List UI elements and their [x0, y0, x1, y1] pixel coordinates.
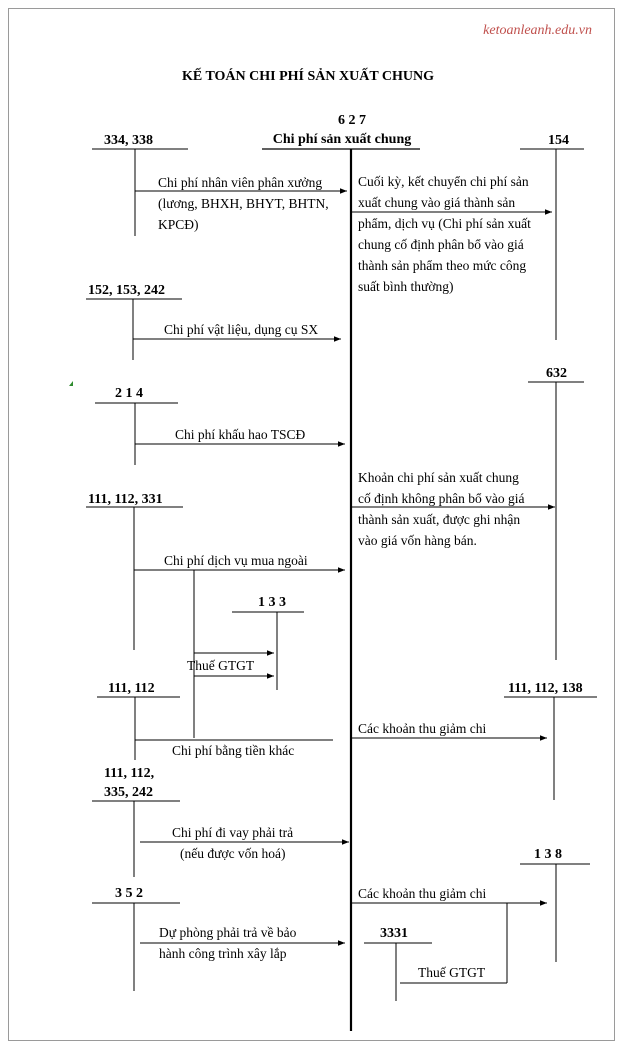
flow-unallocated-label-line3: thành sản xuất, được ghi nhận [358, 512, 521, 527]
account-111-112-138-label: 111, 112, 138 [508, 681, 583, 696]
flow-vat-input-label: Thuế GTGT [187, 658, 255, 673]
flow-outsourced-label: Chi phí dịch vụ mua ngoài [164, 553, 308, 568]
account-111-112-label: 111, 112 [108, 681, 155, 696]
account-154 [520, 133, 584, 340]
flow-transfer-label-line4: chung cố định phân bổ vào giá [358, 237, 524, 252]
account-214-label: 2 1 4 [115, 386, 143, 401]
flow-depreciation [135, 427, 345, 444]
flow-transfer-label-line6: suất bình thường) [358, 279, 454, 294]
flow-warranty-label-line1: Dự phòng phải trả về bảo [159, 925, 297, 940]
flow-other-cash-label: Chi phí bằng tiền khác [172, 743, 295, 758]
account-334-338-label: 334, 338 [104, 133, 153, 148]
account-3331 [364, 926, 432, 1001]
flow-transfer-label-line2: xuất chung vào giá thành sản [358, 195, 516, 210]
flow-unallocated-label-line2: cố định không phân bổ vào giá [358, 491, 525, 506]
account-3331-label: 3331 [380, 926, 408, 941]
account-335-242-label-line1: 111, 112, [104, 766, 155, 781]
account-214 [95, 386, 178, 465]
flow-transfer-to-154 [351, 174, 552, 294]
flow-warranty-label-line2: hành công trình xây lắp [159, 946, 287, 961]
account-111-112-335-242 [92, 766, 180, 877]
flow-reduction2-label: Các khoản thu giảm chi [358, 886, 487, 901]
flow-transfer-label-line1: Cuối kỳ, kết chuyển chi phí sản [358, 174, 529, 189]
flow-salary-label-line3: KPCĐ) [158, 217, 199, 232]
green-tick-mark [69, 381, 73, 386]
account-352-label: 3 5 2 [115, 886, 143, 901]
flow-borrowing [140, 825, 349, 861]
flow-vat-output-label: Thuế GTGT [418, 965, 486, 980]
diagram-title: KẾ TOÁN CHI PHÍ SẢN XUẤT CHUNG [181, 69, 435, 84]
account-111-112-331-label: 111, 112, 331 [88, 492, 163, 507]
account-111-112-331 [86, 492, 183, 650]
flow-salary-label-line1: Chi phí nhân viên phân xưởng [158, 175, 323, 190]
flow-material [133, 322, 341, 339]
flow-transfer-label-line3: phẩm, dịch vụ (Chi phí sản xuất [358, 216, 531, 231]
account-138 [520, 847, 590, 962]
flow-reduction-to-138 [351, 886, 547, 903]
watermark: ketoanleanh.edu.vn [483, 23, 592, 38]
flow-reduction-to-111-112-138 [351, 721, 547, 738]
flow-other-cash [135, 740, 333, 758]
flow-borrowing-label-line2: (nếu được vốn hoá) [180, 846, 286, 861]
flow-depreciation-label: Chi phí khấu hao TSCĐ [175, 427, 306, 442]
account-154-label: 154 [548, 133, 569, 148]
flow-unallocated-label-line1: Khoản chi phí sản xuất chung [358, 470, 519, 485]
flow-salary-label-line2: (lương, BHXH, BHYT, BHTN, [158, 196, 329, 211]
flow-unallocated-to-632 [351, 470, 555, 548]
flow-borrowing-label-line1: Chi phí đi vay phải trả [172, 825, 294, 840]
flow-outsourced [134, 553, 345, 570]
flow-material-label: Chi phí vật liệu, dụng cụ SX [164, 322, 319, 337]
account-111-112-138 [504, 681, 597, 800]
account-152-153-242-label: 152, 153, 242 [88, 283, 165, 298]
account-335-242-label-line2: 335, 242 [104, 785, 153, 800]
flow-transfer-label-line5: thành sản phẩm theo mức công [358, 258, 527, 273]
account-111-112 [97, 681, 180, 760]
flow-unallocated-label-line4: vào giá vốn hàng bán. [358, 533, 477, 548]
account-138-label: 1 3 8 [534, 847, 562, 862]
central-account-name: Chi phí sản xuất chung [272, 132, 412, 147]
flow-warranty [140, 925, 345, 961]
central-account-code: 6 2 7 [338, 113, 366, 128]
flow-reduction1-label: Các khoản thu giảm chi [358, 721, 487, 736]
flow-salary [135, 175, 347, 232]
account-632 [528, 366, 584, 660]
account-133-label: 1 3 3 [258, 595, 286, 610]
account-632-label: 632 [546, 366, 567, 381]
